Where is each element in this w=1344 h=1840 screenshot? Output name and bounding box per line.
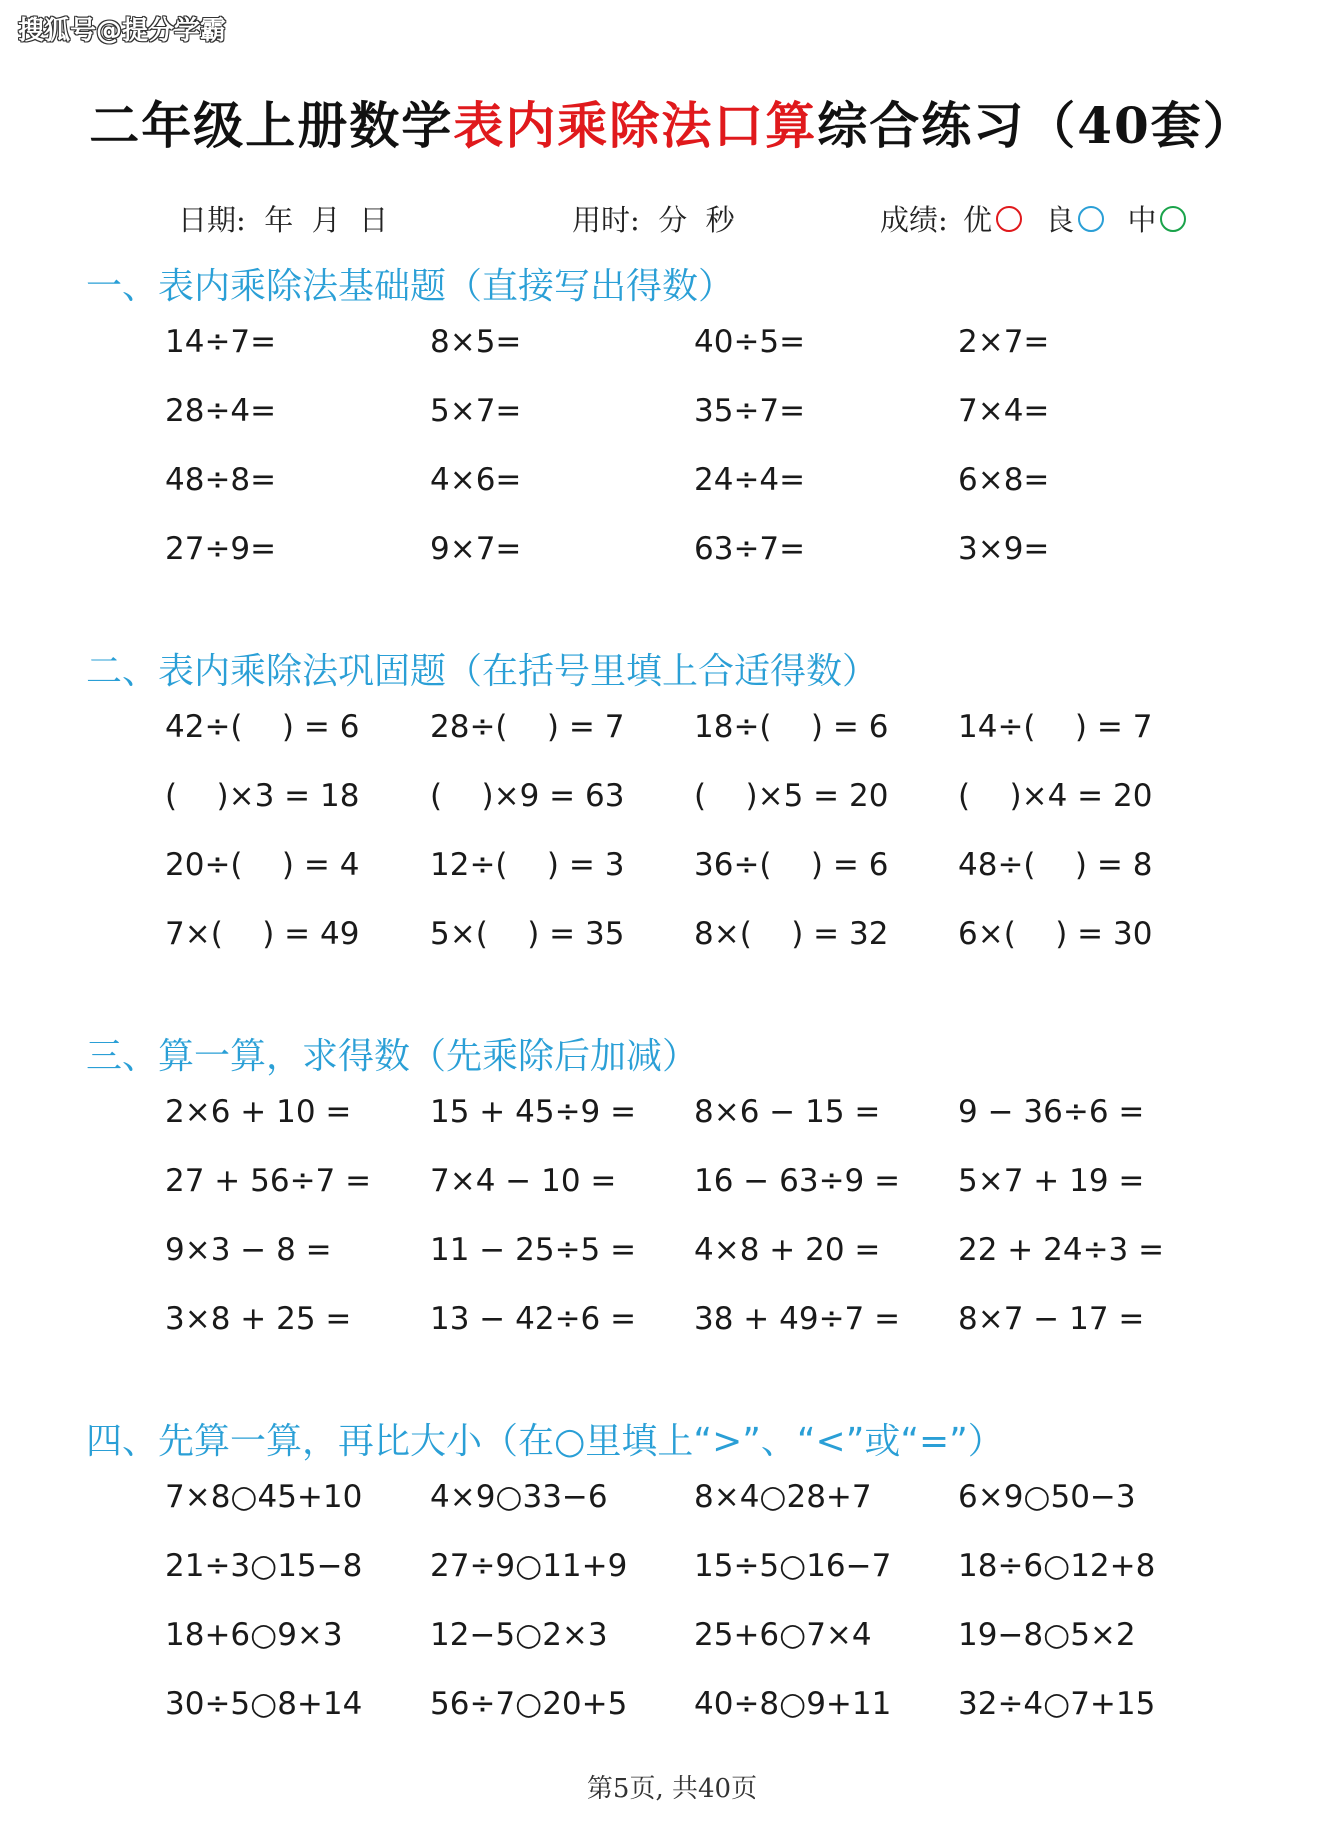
problem-s3-r4-c4: 8×7 − 17 = [958,1301,1145,1337]
problem-s4-r3-c2: 12−5○2×3 [430,1617,608,1653]
problem-s2-r3-c2: 12÷( ) = 3 [430,847,625,883]
problem-s3-r1-c4: 9 − 36÷6 = [958,1094,1145,1130]
problem-s4-r2-c2: 27÷9○11+9 [430,1548,628,1584]
problem-s1-r4-c2: 9×7= [430,531,522,567]
problem-s4-r2-c3: 15÷5○16−7 [694,1548,892,1584]
minute-label: 分 [658,203,688,237]
section-heading-1: 一、表内乘除法基础题（直接写出得数） [86,266,735,307]
problem-s1-r3-c3: 24÷4= [694,462,806,498]
problem-s4-r3-c1: 18+6○9×3 [165,1617,343,1653]
month-label: 月 [311,203,341,237]
problem-s3-r2-c4: 5×7 + 19 = [958,1163,1145,1199]
score-field [880,198,1186,239]
title-highlight: 表内乘除法口算 [453,96,818,155]
problem-s4-r4-c1: 30÷5○8+14 [165,1686,363,1722]
date-label: 日期: [178,203,246,237]
second-label: 秒 [705,203,735,237]
title-part3: 综合练习（40套） [817,96,1255,155]
problem-s3-r4-c2: 13 − 42÷6 = [430,1301,637,1337]
problem-s3-r1-c1: 2×6 + 10 = [165,1094,352,1130]
problem-s2-r2-c1: ( )×3 = 18 [165,778,360,814]
problem-s1-r4-c3: 63÷7= [694,531,806,567]
day-label: 日 [359,203,389,237]
time-field [572,198,735,239]
problem-s2-r1-c4: 14÷( ) = 7 [958,709,1153,745]
grade-good-label: 良 [1045,203,1075,237]
problem-s2-r1-c1: 42÷( ) = 6 [165,709,360,745]
problem-s4-r1-c3: 8×4○28+7 [694,1479,872,1515]
problem-s3-r1-c2: 15 + 45÷9 = [430,1094,637,1130]
problem-s3-r4-c3: 38 + 49÷7 = [694,1301,901,1337]
problem-s1-r1-c2: 8×5= [430,324,522,360]
problem-s1-r3-c1: 48÷8= [165,462,277,498]
date-field [178,198,388,239]
problem-s3-r3-c1: 9×3 − 8 = [165,1232,332,1268]
problem-s3-r2-c2: 7×4 − 10 = [430,1163,617,1199]
problem-s4-r4-c3: 40÷8○9+11 [694,1686,892,1722]
problem-s1-r2-c3: 35÷7= [694,393,806,429]
problem-s3-r3-c2: 11 − 25÷5 = [430,1232,637,1268]
grade-excellent-circle[interactable] [996,206,1022,232]
problem-s1-r3-c4: 6×8= [958,462,1050,498]
problem-s4-r1-c2: 4×9○33−6 [430,1479,608,1515]
problem-s1-r4-c4: 3×9= [958,531,1050,567]
watermark: 搜狐号@提分学霸 [18,16,227,46]
problem-s1-r2-c2: 5×7= [430,393,522,429]
problem-s2-r2-c2: ( )×9 = 63 [430,778,625,814]
problem-s3-r3-c3: 4×8 + 20 = [694,1232,881,1268]
page-title [0,86,1344,158]
problem-s4-r1-c4: 6×9○50−3 [958,1479,1136,1515]
time-label: 用时: [572,203,640,237]
problem-s1-r2-c4: 7×4= [958,393,1050,429]
grade-good-circle[interactable] [1078,206,1104,232]
problem-s1-r4-c1: 27÷9= [165,531,277,567]
title-part1: 二年级上册数学 [89,96,454,155]
problem-s4-r3-c3: 25+6○7×4 [694,1617,872,1653]
problem-s4-r4-c2: 56÷7○20+5 [430,1686,628,1722]
problem-s4-r2-c4: 18÷6○12+8 [958,1548,1156,1584]
problem-s1-r2-c1: 28÷4= [165,393,277,429]
problem-s2-r2-c3: ( )×5 = 20 [694,778,889,814]
problem-s2-r3-c3: 36÷( ) = 6 [694,847,889,883]
problem-s2-r3-c1: 20÷( ) = 4 [165,847,360,883]
grade-excellent-label: 优 [963,203,993,237]
problem-s4-r1-c1: 7×8○45+10 [165,1479,363,1515]
problem-s3-r4-c1: 3×8 + 25 = [165,1301,352,1337]
problem-s2-r4-c4: 6×( ) = 30 [958,916,1153,952]
problem-s2-r4-c1: 7×( ) = 49 [165,916,360,952]
grade-average-label: 中 [1127,203,1157,237]
section-heading-2: 二、表内乘除法巩固题（在括号里填上合适得数） [86,651,879,692]
problem-s2-r1-c3: 18÷( ) = 6 [694,709,889,745]
problem-s4-r2-c1: 21÷3○15−8 [165,1548,363,1584]
problem-s2-r4-c2: 5×( ) = 35 [430,916,625,952]
problem-s3-r2-c1: 27 + 56÷7 = [165,1163,372,1199]
score-label: 成绩: [880,203,948,237]
problem-s4-r4-c4: 32÷4○7+15 [958,1686,1156,1722]
problem-s2-r2-c4: ( )×4 = 20 [958,778,1153,814]
problem-s3-r2-c3: 16 − 63÷9 = [694,1163,901,1199]
section-heading-4: 四、先算一算，再比大小（在○里填上“>”、“<”或“=”） [86,1421,1004,1462]
grade-average-circle[interactable] [1160,206,1186,232]
info-row [0,198,1344,237]
section-heading-3: 三、算一算，求得数（先乘除后加减） [86,1036,699,1077]
page-footer: 第5页, 共40页 [586,1774,758,1804]
problem-s4-r3-c4: 19−8○5×2 [958,1617,1136,1653]
year-label: 年 [264,203,294,237]
problem-s2-r4-c3: 8×( ) = 32 [694,916,889,952]
problem-s1-r1-c3: 40÷5= [694,324,806,360]
problem-s3-r3-c4: 22 + 24÷3 = [958,1232,1165,1268]
problem-s2-r3-c4: 48÷( ) = 8 [958,847,1153,883]
problem-s3-r1-c3: 8×6 − 15 = [694,1094,881,1130]
problem-s1-r1-c4: 2×7= [958,324,1050,360]
problem-s1-r3-c2: 4×6= [430,462,522,498]
problem-s2-r1-c2: 28÷( ) = 7 [430,709,625,745]
problem-s1-r1-c1: 14÷7= [165,324,277,360]
